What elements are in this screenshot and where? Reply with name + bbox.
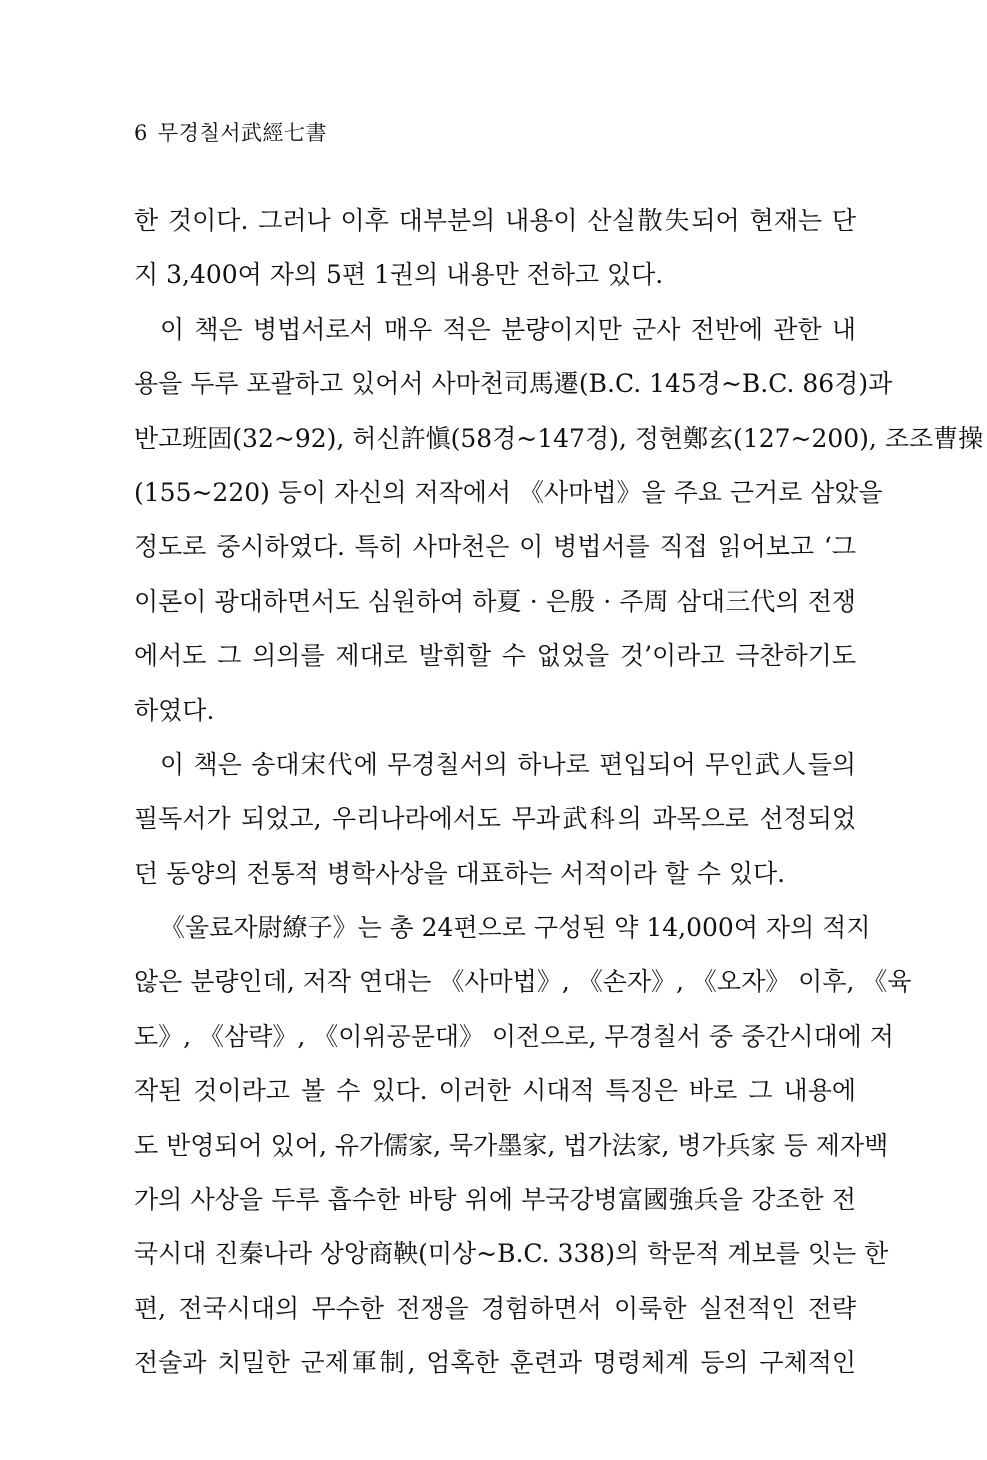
text-line: 던 동양의 전통적 병학사상을 대표하는 서적이라 할 수 있다. <box>134 858 786 888</box>
text-line: 이 책은 병법서로서 매우 적은 분량이지만 군사 전반에 관한 내 <box>160 314 856 344</box>
text-line: (155~220) 등이 자신의 저작에서 《사마법》을 주요 근거로 삼았을 <box>134 477 883 507</box>
text-line: 한 것이다. 그러나 이후 대부분의 내용이 산실散失되어 현재는 단 <box>134 206 856 235</box>
text-line: 가의 사상을 두루 흡수한 바탕 위에 부국강병富國強兵을 강조한 전 <box>134 1185 856 1215</box>
body-text <box>134 194 984 1391</box>
text-line: 하였다. <box>134 695 215 725</box>
running-header <box>134 117 327 147</box>
text-line: 에서도 그 의의를 제대로 발휘할 수 없었을 것’이라고 극찬하기도 <box>134 641 856 671</box>
text-line: 국시대 진秦나라 상앙商鞅(미상~B.C. 338)의 학문적 계보를 잇는 한 <box>134 1239 889 1269</box>
text-line: 이 책은 송대宋代에 무경칠서의 하나로 편입되어 무인武人들의 <box>160 749 856 779</box>
text-line: 용을 두루 포괄하고 있어서 사마천司馬遷(B.C. 145경~B.C. 86경)과 <box>134 369 893 399</box>
text-line: 도 반영되어 있어, 유가儒家, 묵가墨家, 법가法家, 병가兵家 등 제자백 <box>134 1130 889 1160</box>
text-line: 정도로 중시하였다. 특히 사마천은 이 병법서를 직접 읽어보고 ‘그 <box>134 532 856 562</box>
text-line: 《울료자尉繚子》는 총 24편으로 구성된 약 14,000여 자의 적지 <box>160 913 871 943</box>
text-line: 이론이 광대하면서도 심원하여 하夏 · 은殷 · 주周 삼대三代의 전쟁 <box>134 586 856 616</box>
page-number: 6 <box>134 121 148 145</box>
text-line: 반고班固(32~92), 허신許愼(58경~147경), 정현鄭玄(127~200), 조조曹操 <box>134 423 984 453</box>
book-title: 무경칠서武經七書 <box>157 121 328 145</box>
text-line: 않은 분량인데, 저작 연대는 《사마법》, 《손자》, 《오자》 이후, 《육 <box>134 967 912 997</box>
text-line: 작된 것이라고 볼 수 있다. 이러한 시대적 특징은 바로 그 내용에 <box>134 1076 856 1106</box>
text-line: 필독서가 되었고, 우리나라에서도 무과武科의 과목으로 선정되었 <box>134 804 856 834</box>
text-line: 지 3,400여 자의 5편 1권의 내용만 전하고 있다. <box>134 260 664 290</box>
text-line: 전술과 치밀한 군제軍制, 엄혹한 훈련과 명령체계 등의 구체적인 <box>134 1348 856 1378</box>
text-line: 도》, 《삼략》, 《이위공문대》 이전으로, 무경칠서 중 중간시대에 저 <box>134 1021 894 1051</box>
text-line: 편, 전국시대의 무수한 전쟁을 경험하면서 이룩한 실전적인 전략 <box>134 1293 856 1323</box>
